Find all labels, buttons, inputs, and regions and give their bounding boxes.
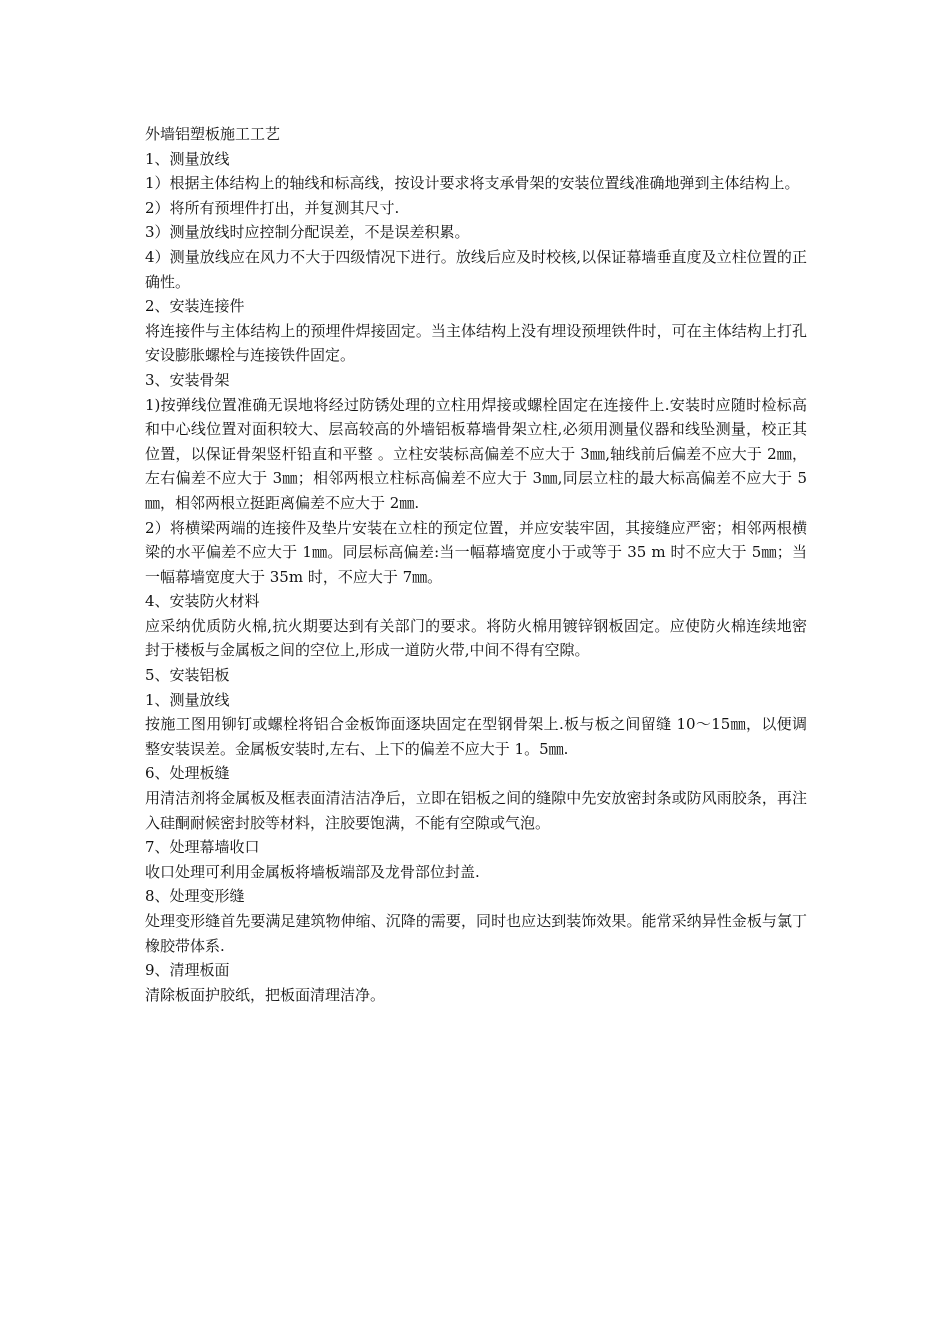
paragraph: 应采纳优质防火棉,抗火期要达到有关部门的要求。将防火棉用镀锌钢板固定。应使防火棉连续地密封于楼板与金属板之间的空位上,形成一道防火带,中间不得有空隙。 — [145, 616, 807, 660]
paragraph: 收口处理可利用金属板将墙板端部及龙骨部位封盖. — [145, 862, 480, 881]
section-heading: 2、安装连接件 — [145, 297, 245, 316]
paragraph: 4）测量放线应在风力不大于四级情况下进行。放线后应及时校核,以保证幕墙垂直度及立柱位置的正确性。 — [145, 247, 807, 291]
paragraph: 用清洁剂将金属板及框表面清洁洁净后，立即在铝板之间的缝隙中先安放密封条或防风雨胶条，再注入硅酮耐候密封胶等材料，注胶要饱满，不能有空隙或气泡。 — [145, 789, 807, 832]
paragraph: 清除板面护胶纸，把板面清理洁净。 — [145, 985, 386, 1004]
document-body — [145, 122, 807, 1007]
paragraph: 3）测量放线时应控制分配误差，不是误差积累。 — [145, 223, 470, 242]
paragraph: 1)按弹线位置准确无误地将经过防锈处理的立柱用焊接或螺栓固定在连接件上.安装时应随时检标高和中心线位置对面积较大、层高较高的外墙铝板幕墙骨架立柱,必须用测量仪器和线坠测量，校正其位置，以保证骨架竖杆铅直和平整 。立柱安装标高偏差不应大于 3㎜,轴线前后偏差不应大于 2㎜，左右偏差不应大于 3㎜；相邻两根立柱标高偏差不应大于 3㎜,同层立柱的最大标高偏差不应大于 5㎜，相邻两根立挺距离偏差不应大于 2㎜. — [145, 395, 807, 512]
paragraph: 按施工图用铆钉或螺栓将铝合金板饰面逐块固定在型钢骨架上.板与板之间留缝 10～15㎜，以便调整安装误差。金属板安装时,左右、上下的偏差不应大于 1。5㎜. — [145, 715, 807, 758]
sub-heading: 1、测量放线 — [145, 690, 230, 709]
document-title: 外墙铝塑板施工工艺 — [145, 125, 281, 143]
section-heading: 4、安装防火材料 — [145, 592, 260, 611]
paragraph: 2）将横梁两端的连接件及垫片安装在立柱的预定位置，并应安装牢固，其接缝应严密；相邻两根横梁的水平偏差不应大于 1㎜。同层标高偏差:当一幅幕墙宽度小于或等于 35 m 时不应大于 5㎜；当一幅幕墙宽度大于 35m 时，不应大于 7㎜。 — [145, 518, 807, 586]
section-heading: 7、处理幕墙收口 — [145, 838, 260, 857]
paragraph: 处理变形缝首先要满足建筑物伸缩、沉降的需要，同时也应达到装饰效果。能常采纳异性金板与氯丁橡胶带体系. — [145, 912, 807, 955]
paragraph: 2）将所有预埋件打出，并复测其尺寸. — [145, 198, 400, 217]
section-heading: 1、测量放线 — [145, 149, 230, 168]
section-heading: 6、处理板缝 — [145, 764, 230, 783]
section-heading: 5、安装铝板 — [145, 666, 230, 685]
section-heading: 3、安装骨架 — [145, 370, 230, 389]
section-heading: 8、处理变形缝 — [145, 887, 245, 906]
paragraph: 1）根据主体结构上的轴线和标高线，按设计要求将支承骨架的安装位置线准确地弹到主体结构上。 — [145, 174, 800, 193]
paragraph: 将连接件与主体结构上的预埋件焊接固定。当主体结构上没有埋设预埋铁件时，可在主体结构上打孔安设膨胀螺栓与连接铁件固定。 — [145, 321, 807, 365]
section-heading: 9、清理板面 — [145, 961, 230, 980]
